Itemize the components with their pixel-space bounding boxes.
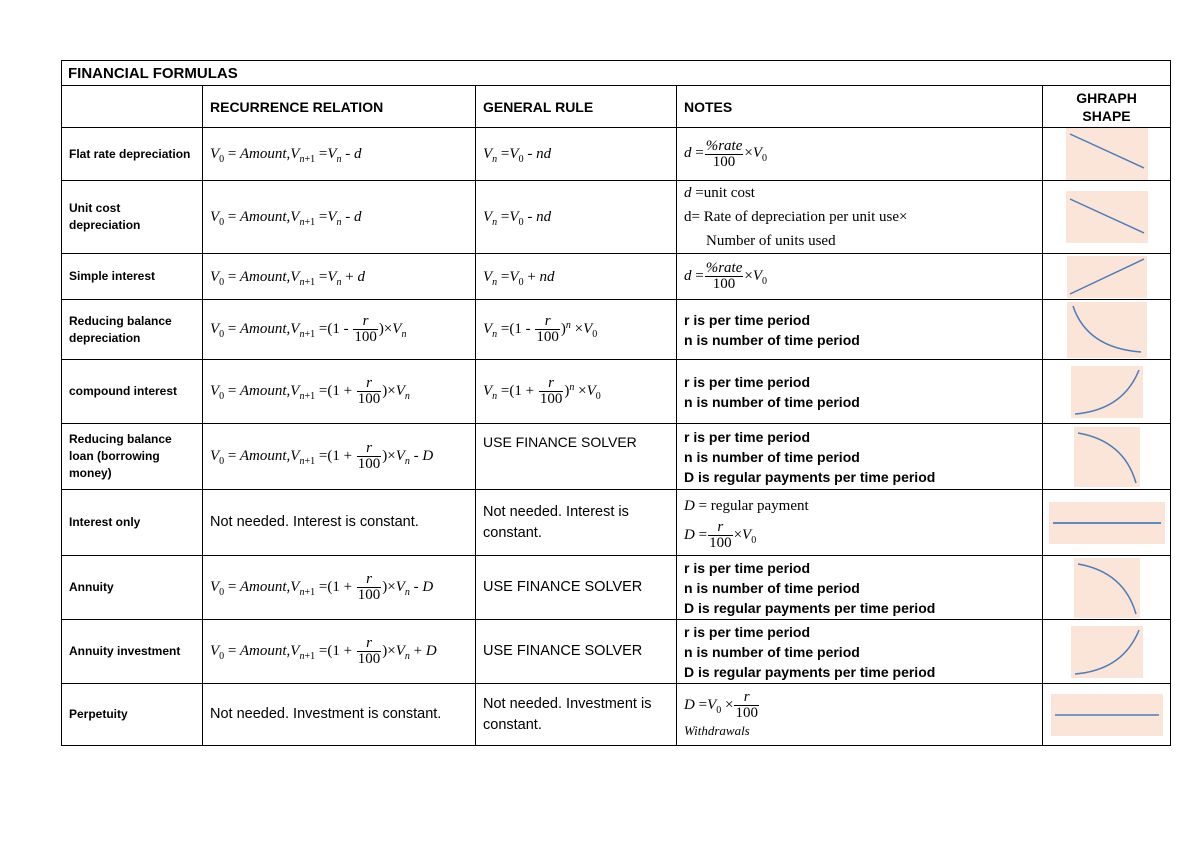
recurrence-cell [203,360,476,424]
note-line: r is per time period [684,428,811,445]
header-general: GENERAL RULE [476,86,677,128]
header-graph [1043,86,1171,128]
recurrence-cell [203,424,476,490]
table-title: FINANCIAL FORMULAS [62,61,1171,86]
graph-cell [1043,620,1171,684]
recurrence-formula: $V_0$ = $Amount,V_{n+1} =(1$ + $\frac{r}{100}$ )$\times V_n - D$ [210,571,434,603]
table-row [62,300,1171,360]
notes-formula: d = $\frac{\text{\%rate}}{100}$ $\times V_0$ [684,137,768,170]
notes-cell [677,128,1043,181]
graph-line-decreasing-icon [1066,191,1148,243]
notes-cell [677,300,1043,360]
row-label: Annuity [62,556,203,620]
table-row [62,254,1171,300]
notes-cell [677,556,1043,620]
header-graph-line2: SHAPE [1082,107,1131,124]
recurrence-formula: $V_0$ = $Amount,V_{n+1} =(1$ - $\frac{r}{100}$ )$\times V_n$ [210,313,407,345]
general-cell [476,254,677,300]
notes-cell [677,254,1043,300]
general-cell [476,300,677,360]
graph-cell [1043,128,1171,181]
graph-cell [1043,181,1171,254]
graph-horizontal-line-icon [1051,694,1163,736]
notes-cell [677,424,1043,490]
row-label: Reducing balance depreciation [62,300,203,360]
note-line: r is per time period [684,311,811,328]
note-line: r is per time period [684,373,811,390]
general-cell: Not needed. Investment is constant. [476,684,677,746]
note-line: D is regular payments per time period [684,663,936,680]
general-text: USE FINANCE SOLVER [483,434,637,450]
row-label: Interest only [62,490,203,556]
row-label: Unit cost depreciation [62,181,203,254]
note-line: d =unit cost [684,185,755,201]
recurrence-cell [203,254,476,300]
notes-cell [677,684,1043,746]
table-row [62,424,1171,490]
notes-formula: $D =V_0$ × $\frac{r}{100}$ [684,689,758,721]
graph-line-decreasing-icon [1066,128,1148,180]
row-label: Flat rate depreciation [62,128,203,181]
table-row [62,128,1171,181]
graph-curve-decreasing-concave-icon [1074,427,1140,487]
header-notes: NOTES [677,86,1043,128]
graph-curve-increasing-icon [1071,626,1143,678]
recurrence-formula: $V_0$ = $Amount,V_{n+1} =V_n - d$ [210,146,362,165]
table-row [62,360,1171,424]
graph-cell [1043,556,1171,620]
recurrence-cell [203,181,476,254]
note-line: Number of units used [706,233,836,249]
general-formula: $V_n =V_0$ - nd [483,146,552,165]
table-row [62,684,1171,746]
row-label: Perpetuity [62,684,203,746]
recurrence-cell: Not needed. Interest is constant. [203,490,476,556]
general-cell: Not needed. Interest is constant. [476,490,677,556]
recurrence-cell [203,128,476,181]
note-line: r is per time period [684,559,811,576]
graph-horizontal-line-icon [1049,502,1165,544]
notes-cell [677,490,1043,556]
graph-cell [1043,490,1171,556]
header-empty [62,86,203,128]
row-label: compound interest [62,360,203,424]
general-formula: $V_n =V_0$ + nd [483,268,555,288]
graph-line-increasing-icon [1067,256,1147,298]
notes-formula: D = $\frac{r}{100}$ $\times V_0$ [684,519,757,551]
recurrence-cell [203,300,476,360]
graph-cell [1043,684,1171,746]
header-graph-line1: GHRAPH [1076,89,1137,106]
table-row [62,181,1171,254]
recurrence-formula: $V_0$ = $Amount,V_{n+1} =(1$ + $\frac{r}{100}$ )$\times V_n - D$ [210,440,434,472]
note-line: n is number of time period [684,393,860,410]
recurrence-formula: $V_0$ = $Amount,V_{n+1} =V_n - d$ [210,209,362,228]
note-line: D is regular payments per time period [684,599,936,616]
note-line: n is number of time period [684,448,860,465]
general-cell [476,128,677,181]
general-cell: USE FINANCE SOLVER [476,556,677,620]
title-row [62,61,1171,86]
formula-table [61,60,1171,746]
notes-cell [677,181,1043,254]
note-line: d= Rate of depreciation per unit use× [684,209,908,225]
table-row [62,556,1171,620]
graph-cell [1043,254,1171,300]
graph-curve-decreasing-concave-icon [1074,558,1140,618]
general-formula: $V_n =(1$ - $\frac{r}{100}$ )$^n \times V_0$ [483,313,598,345]
notes-cell [677,620,1043,684]
general-cell [476,181,677,254]
recurrence-cell [203,620,476,684]
header-recurrence: RECURRENCE RELATION [203,86,476,128]
notes-formula: d = $\frac{\text{\%rate}}{100}$ $\times V_0$ [684,260,768,292]
recurrence-formula: $V_0$ = $Amount,V_{n+1} =V_n + d$ [210,268,365,288]
note-line: n is number of time period [684,331,860,348]
table-row [62,490,1171,556]
row-label: Annuity investment [62,620,203,684]
recurrence-cell [203,556,476,620]
general-cell [476,424,677,490]
graph-cell [1043,424,1171,490]
notes-cell [677,360,1043,424]
note-line: n is number of time period [684,579,860,596]
row-label: Simple interest [62,254,203,300]
recurrence-formula: $V_0$ = $Amount,V_{n+1} =(1$ + $\frac{r}{100}$ )$\times V_n$ [210,375,410,407]
general-cell [476,360,677,424]
graph-cell [1043,360,1171,424]
graph-curve-increasing-icon [1071,366,1143,418]
note-line: r is per time period [684,623,811,640]
note-line: n is number of time period [684,643,860,660]
general-cell: USE FINANCE SOLVER [476,620,677,684]
note-line: D = regular payment [684,498,809,514]
recurrence-cell: Not needed. Investment is constant. [203,684,476,746]
row-label: Reducing balance loan (borrowing money) [62,424,203,490]
graph-cell [1043,300,1171,360]
financial-formulas-sheet [61,60,1170,746]
general-formula: $V_n =(1$ + $\frac{r}{100}$ )$^n \times V_0$ [483,375,601,407]
note-line: D is regular payments per time period [684,468,936,485]
header-row [62,86,1171,128]
recurrence-formula: $V_0$ = $Amount,V_{n+1} =(1$ + $\frac{r}{100}$ )$\times V_n + D$ [210,635,437,667]
withdrawals-note: Withdrawals [684,723,750,738]
graph-curve-decreasing-icon [1067,302,1147,358]
general-formula: $V_n =V_0$ - nd [483,209,552,228]
table-row [62,620,1171,684]
